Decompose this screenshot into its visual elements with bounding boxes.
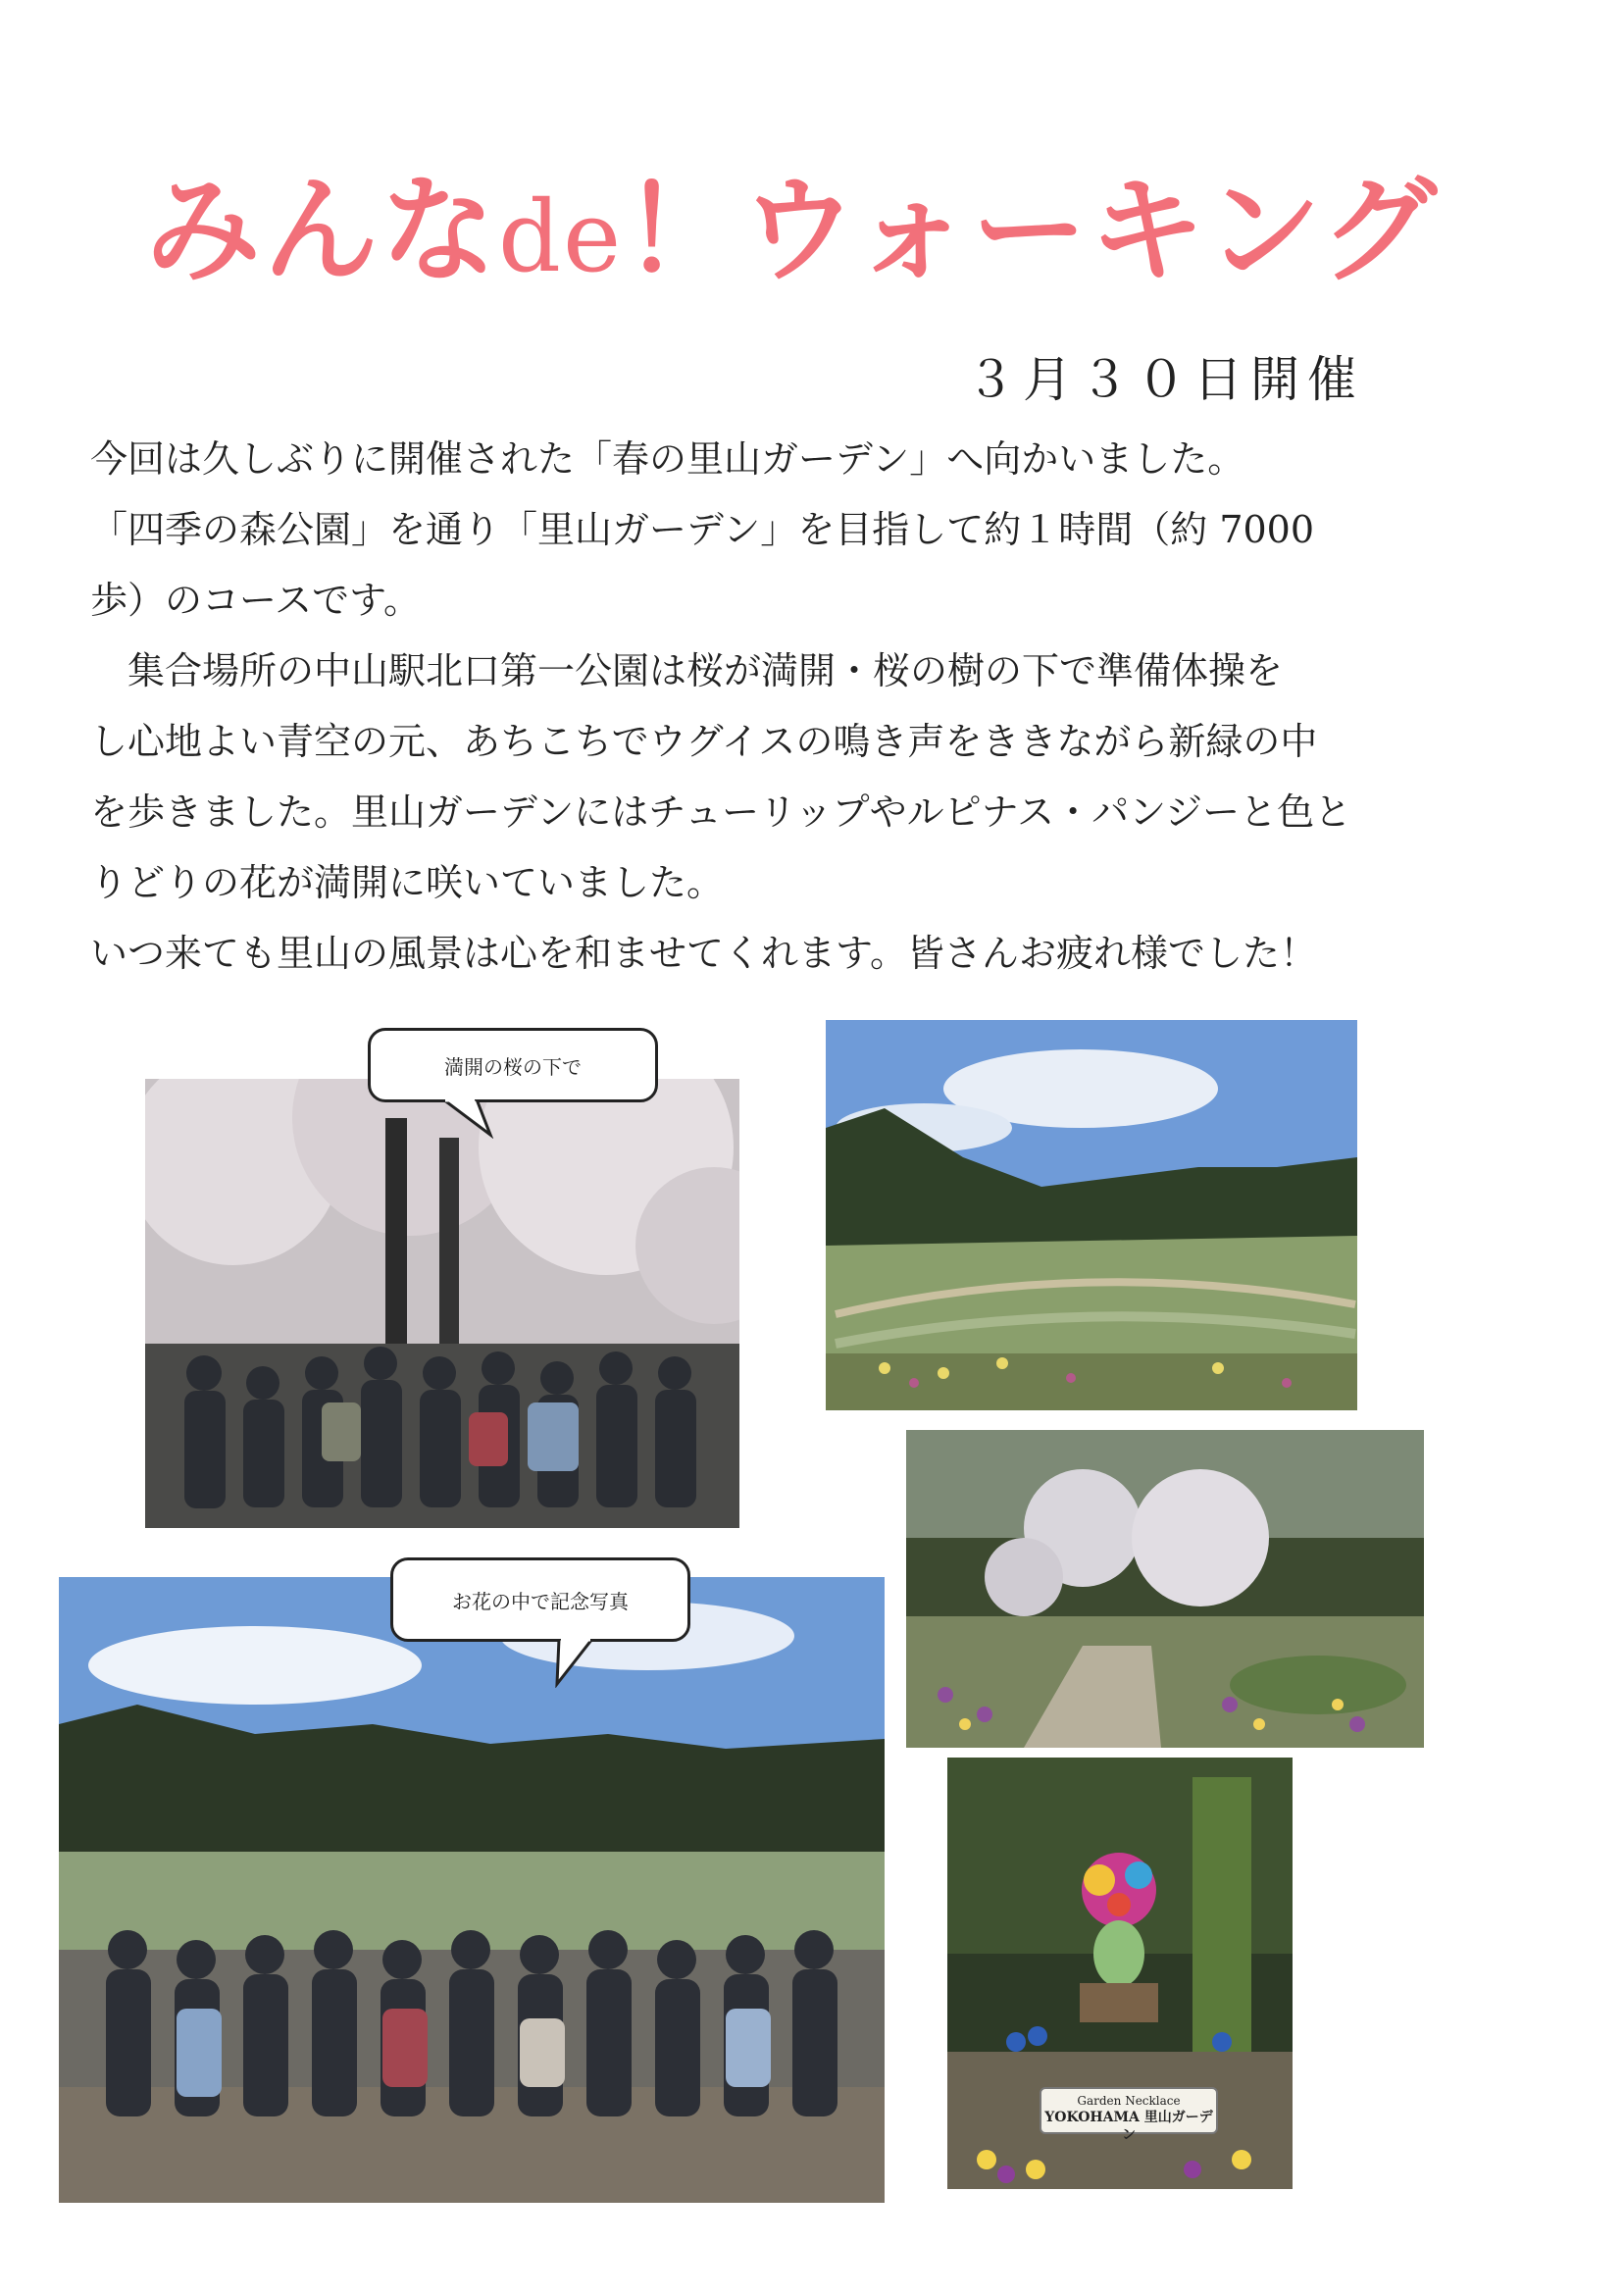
paragraph-line: 集合場所の中山駅北口第一公園は桜が満開・桜の樹の下で準備体操を: [90, 649, 1284, 692]
paragraph-line: し心地よい青空の元、あちこちでウグイスの鳴き声をききながら新緑の中: [90, 720, 1318, 763]
photo-flower-group-image: [59, 1577, 885, 2203]
paragraph-line: 「四季の森公園」を通り「里山ガーデン」を目指して約１時間（約 7000: [90, 508, 1315, 551]
photo-garden-terraces: [826, 1020, 1357, 1410]
caption-bubble-flowers: [390, 1557, 690, 1642]
photo-cherry-group-image: [145, 1079, 739, 1528]
plaque-line-1: Garden Necklace: [1077, 2094, 1181, 2108]
photo-cherry-group: [145, 1079, 739, 1528]
paragraph-line: 今回は久しぶりに開催された「春の里山ガーデン」へ向かいました。: [90, 437, 1245, 481]
page-title: みんなde！ウォーキング: [145, 163, 1439, 298]
photo-garden-terraces-image: [826, 1020, 1357, 1410]
photo-flower-group: [59, 1577, 885, 2203]
article-body: [90, 424, 1532, 989]
caption-bubble-tail: [549, 1639, 618, 1688]
photo-garden-blossoms-image: [906, 1430, 1424, 1748]
caption-bubble-cherry: [368, 1028, 658, 1102]
plaque-line-2: YOKOHAMA 里山ガーデン: [1044, 2110, 1213, 2143]
paragraph-line: を歩きました。里山ガーデンにはチューリップやルピナス・パンジーと色と: [90, 790, 1352, 834]
paragraph-line: りどりの花が満開に咲いていました。: [90, 861, 725, 904]
garden-plaque: [1040, 2087, 1218, 2143]
caption-text-flowers: お花の中で記念写真: [452, 1589, 629, 1613]
paragraph-line: 歩）のコースです。: [90, 579, 422, 622]
paragraph-line: いつ来ても里山の風景は心を和ませてくれます。皆さんお疲れ様でした！: [90, 932, 1317, 975]
event-date: ３月３０日開催: [966, 351, 1364, 408]
caption-text-cherry: 満開の桜の下で: [444, 1054, 582, 1079]
caption-bubble-tail: [441, 1099, 500, 1139]
photo-garden-blossoms: [906, 1430, 1424, 1748]
